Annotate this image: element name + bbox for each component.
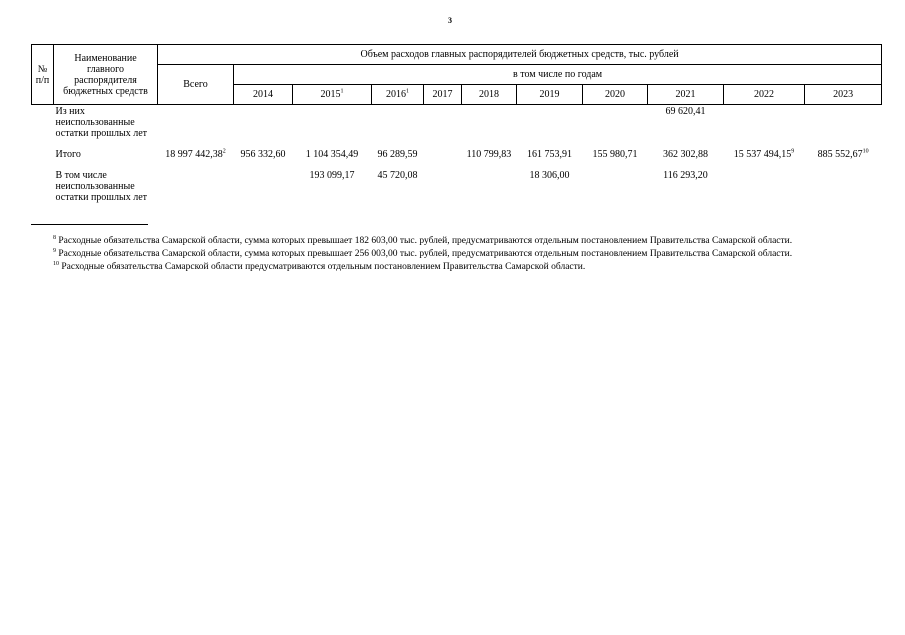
header-year: 2014 xyxy=(234,85,293,105)
row-total xyxy=(158,105,234,141)
row-year-value: 956 332,60 xyxy=(240,149,286,160)
header-year: 2017 xyxy=(424,85,462,105)
row-year-value xyxy=(424,148,462,161)
row-year-value: 110 799,83 xyxy=(466,149,512,160)
row-year-value: 885 552,67$^{10}$ xyxy=(817,148,869,160)
header-year: 2020 xyxy=(583,85,648,105)
footnote xyxy=(31,248,871,260)
footnote-mark: 10 xyxy=(53,260,59,267)
row-total: 18 997 442,38$^2$ xyxy=(165,148,226,160)
table-row xyxy=(32,148,882,161)
row-number xyxy=(32,148,54,161)
header-year: 2018 xyxy=(462,85,517,105)
table-body xyxy=(32,105,882,205)
page-number: 3 xyxy=(448,16,452,25)
row-year-value xyxy=(293,105,372,141)
row-year-value xyxy=(234,169,293,204)
row-year-value: 161 753,91 xyxy=(527,149,572,160)
footnote xyxy=(31,235,871,247)
row-year-value xyxy=(462,169,517,204)
row-year-value xyxy=(805,169,882,204)
row-year-value xyxy=(424,105,462,141)
row-year-value: 15 537 494,15$^9$ xyxy=(733,148,795,160)
row-year-value xyxy=(372,105,424,141)
footnote-text: Расходные обязательства Самарской области предусматриваются отдельным постановлением Правительства Самарской области. xyxy=(61,262,586,272)
row-name: Из них неиспользованные остатки прошлых лет xyxy=(55,106,147,139)
row-year-value xyxy=(462,105,517,141)
table-row xyxy=(32,105,882,141)
row-year-value: 1 104 354,49 xyxy=(305,149,359,160)
row-name: Итого xyxy=(55,149,81,160)
footnote-mark: 9 xyxy=(53,247,56,254)
header-year: 2023 xyxy=(805,85,882,105)
row-year-value: 18 306,00 xyxy=(529,170,570,181)
row-year-value: 45 720,08 xyxy=(377,170,418,181)
footnote xyxy=(31,261,871,273)
header-total: Всего xyxy=(158,65,234,105)
header-number: № п/п xyxy=(32,45,54,105)
row-year-value: 96 289,59 xyxy=(377,149,418,160)
row-total xyxy=(158,169,234,204)
header-year: 2015$^1$ xyxy=(293,85,372,105)
table-row xyxy=(32,169,882,204)
footnote-divider xyxy=(31,224,148,225)
row-year-value xyxy=(517,105,583,141)
row-year-value: 155 980,71 xyxy=(592,149,638,160)
header-name: Наименование главного распорядителя бюджетных средств xyxy=(54,45,158,105)
budget-table xyxy=(31,44,882,204)
row-year-value xyxy=(805,105,882,141)
row-year-value: 116 293,20 xyxy=(663,170,708,181)
footnote-mark: 8 xyxy=(53,234,56,241)
header-year: 2019 xyxy=(517,85,583,105)
header-group-title: Объем расходов главных распорядителей бюджетных средств, тыс. рублей xyxy=(158,45,882,65)
row-year-value xyxy=(424,169,462,204)
row-year-value xyxy=(234,105,293,141)
header-year: 2016$^1$ xyxy=(372,85,424,105)
row-year-value: 69 620,41 xyxy=(665,106,706,117)
row-year-value xyxy=(724,105,805,141)
header-year: 2021 xyxy=(648,85,724,105)
row-year-value xyxy=(583,169,648,204)
row-name: В том числе неиспользованные остатки прошлых лет xyxy=(55,170,147,203)
header-by-years: в том числе по годам xyxy=(234,65,882,85)
row-year-value xyxy=(724,169,805,204)
row-year-value: 193 099,17 xyxy=(309,170,355,181)
row-year-value: 362 302,88 xyxy=(663,149,708,160)
footnote-text: Расходные обязательства Самарской области, сумма которых превышает 182 603,00 тыс. рублей, предусматриваются отдельным постановлением Правительства Самарской области. xyxy=(58,236,793,246)
footnotes xyxy=(31,235,871,274)
row-year-value xyxy=(583,105,648,141)
footnote-text: Расходные обязательства Самарской области, сумма которых превышает 256 003,00 тыс. рублей, предусматриваются отдельным постановлением Правительства Самарской области. xyxy=(58,249,793,259)
header-year: 2022 xyxy=(724,85,805,105)
row-number xyxy=(32,169,54,204)
row-number xyxy=(32,105,54,141)
